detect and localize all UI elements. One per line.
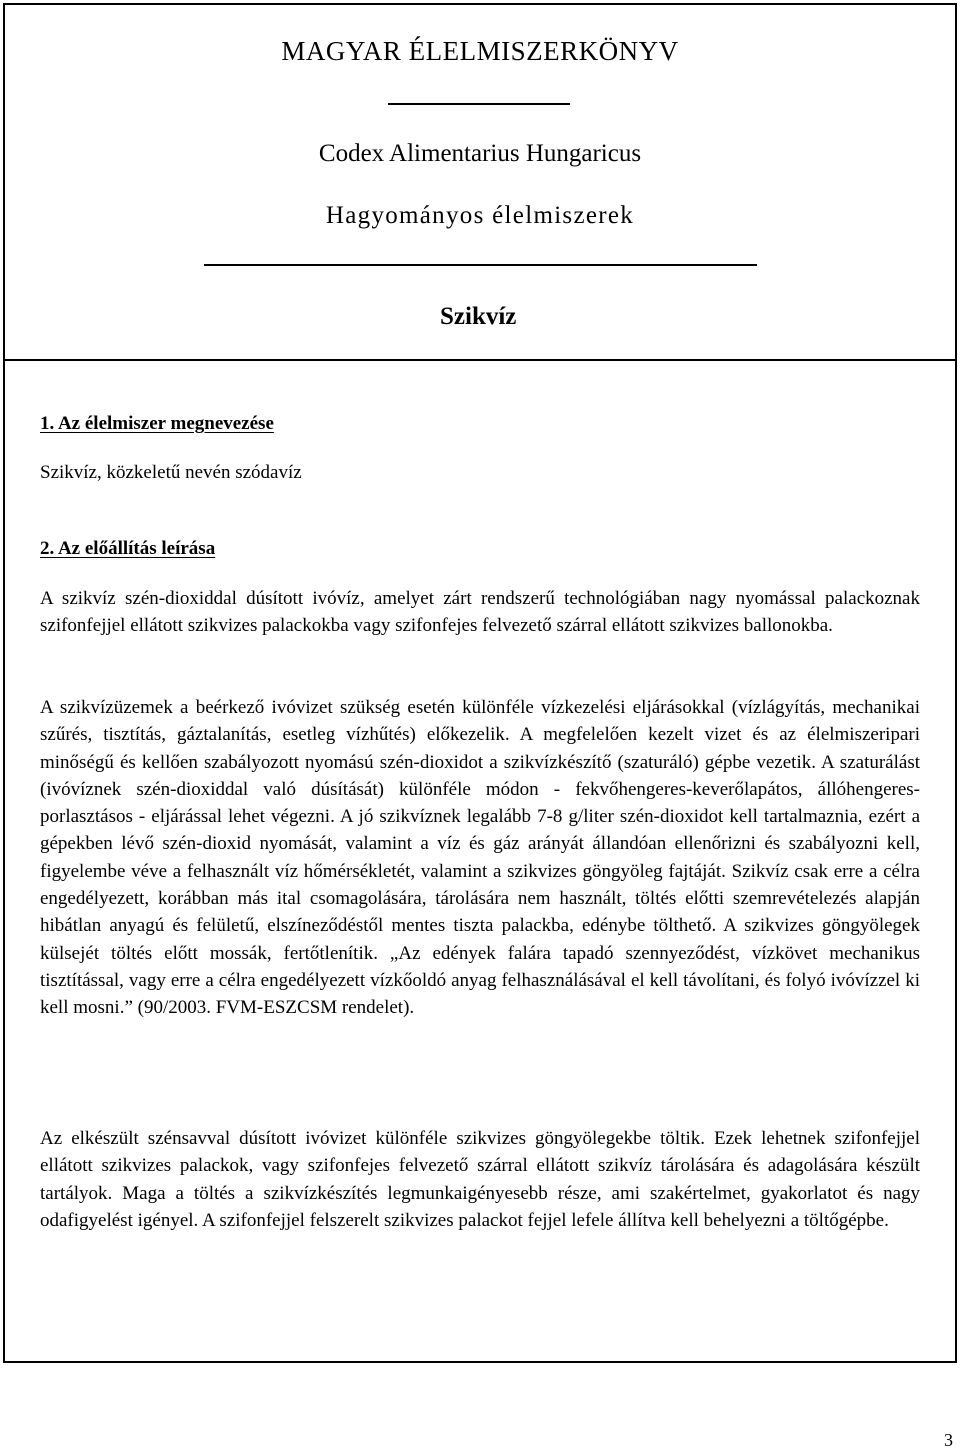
title-divider bbox=[388, 103, 570, 105]
product-name: Szikvíz bbox=[440, 303, 517, 330]
page-number: 3 bbox=[944, 1430, 953, 1450]
paragraph-process: A szikvízüzemek a beérkező ivóvizet szükség esetén különféle vízkezelési eljárásokkal (vízlágyítás, mechanikai szűrés, tisztítás, gáztalanítás, esetleg vízhűtés) előkezelik. A megfelelően kezelt vizet és az élelmiszeripari minőségű és kellően szabályozott nyomású szén-dioxidot a szikvízkészítő (szaturáló) gépbe vezetik. A szaturálást (ivóvíznek szén-dioxiddal való dúsítását) különféle módon - fekvőhengeres-keverőlapátos, állóhengeres-porlasztásos - eljárással lehet végezni. A jó szikvíznek legalább 7-8 g/liter szén-dioxidot kell tartalmaznia, ezért a gépekben lévő szén-dioxid nyomását, valamint a víz és gáz arányát állandóan ellenőrizni és szabályozni kell, figyelembe véve a felhasznált víz hőmérsékletét, valamint a szikvizes göngyöleg fajtáját. Szikvíz csak erre a célra engedélyezett, korábban más ital csomagolására, tárolására nem használt, töltés előtti szemrevételezés alapján hibátlan anyagú és felületű, elszíneződéstől mentes tiszta palackba, edénybe tölthető. A szikvizes göngyölegek külsejét töltés előtt mossák, fertőtlenítik. „Az edények falára tapadó szennyeződést, vízkövet mechanikus tisztítással, vagy erre a célra engedélyezett vízkőoldó anyag felhasználásával el kell távolítani, és folyó ivóvízzel ki kell mosni.” (90/2003. FVM-ESZCSM rendelet). bbox=[40, 697, 920, 1019]
section-heading-production: 2. Az előállítás leírása bbox=[40, 538, 216, 559]
category-subtitle: Hagyományos élelmiszerek bbox=[325, 202, 635, 229]
codex-subtitle: Codex Alimentarius Hungaricus bbox=[318, 140, 642, 167]
category-divider bbox=[204, 264, 757, 266]
section-text-name: Szikvíz, közkeletű nevén szódavíz bbox=[40, 462, 302, 483]
paragraph-filling: Az elkészült szénsavval dúsított ivóvizet különféle szikvizes göngyölegekbe töltik. Ezek lehetnek szifonfejjel ellátott szikvizes palackok, vagy szifonfejes felvezető szárral ellátott szikvíz tárolására és adagolására készült tartályok. Maga a töltés a szikvízkészítés legmunkaigényesebb része, ami szakértelmet, gyakorlatot és nagy odafigyelést igényel. A szifonfejjel felszerelt szikvizes palackot fejjel lefele állítva kell behelyezni a töltőgépbe. bbox=[40, 1128, 920, 1231]
document-title: MAGYAR ÉLELMISZERKÖNYV bbox=[281, 36, 679, 66]
section-heading-name: 1. Az élelmiszer megnevezése bbox=[40, 413, 274, 434]
paragraph-definition: A szikvíz szén-dioxiddal dúsított ivóvíz, amelyet zárt rendszerű technológiában nagy nyomással palackoznak szifonfejjel ellátott szikvizes palackokba vagy szifonfejes felvezető szárral ellátott szikvizes ballonokba. bbox=[40, 588, 920, 637]
